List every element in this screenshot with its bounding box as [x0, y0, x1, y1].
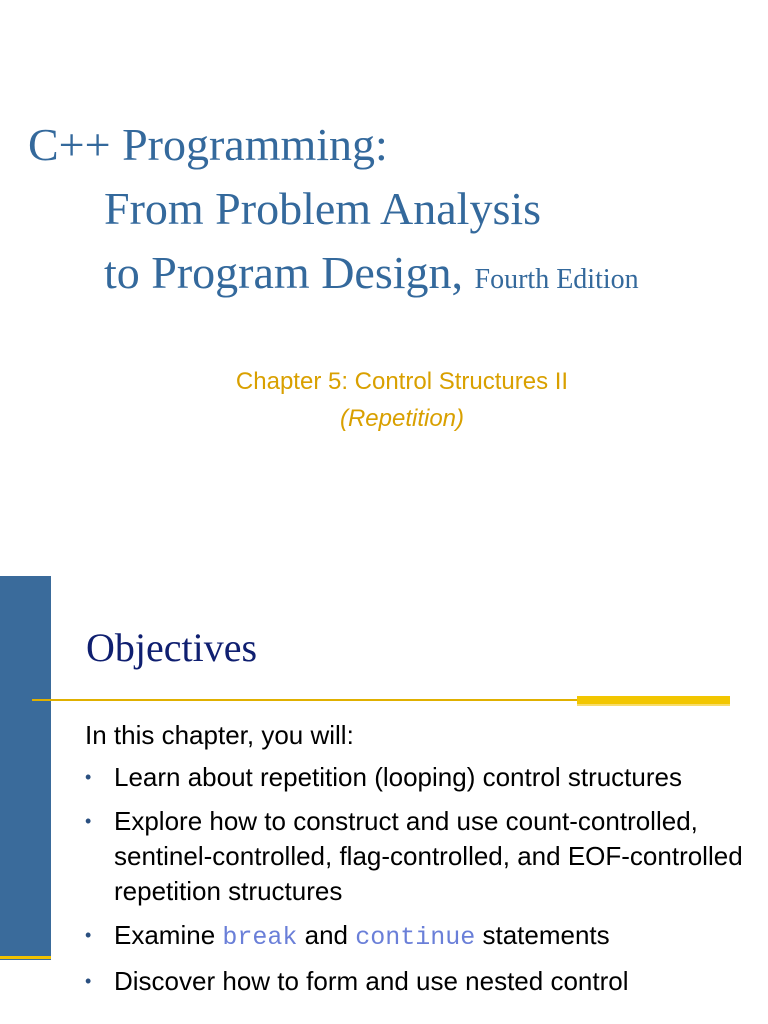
list-item: [85, 964, 745, 999]
title-line-1: C++ Programming:: [28, 119, 388, 170]
bullet-text-post: statements: [475, 920, 610, 950]
title-line-2: From Problem Analysis: [104, 183, 542, 234]
side-accent-tick: [0, 956, 51, 959]
list-item: [85, 804, 745, 909]
bullet-icon: •: [85, 925, 92, 945]
list-item: [85, 760, 745, 795]
heading-rule-accent-shade: [577, 704, 730, 706]
objectives-list: [85, 760, 745, 1008]
chapter-title: Chapter 5: Control Structures II: [235, 368, 569, 395]
bullet-icon: •: [85, 811, 92, 831]
bullet-text-mid: and: [297, 920, 356, 950]
objectives-slide: [0, 576, 768, 1024]
list-item: [85, 918, 745, 955]
side-accent-bar: [0, 576, 51, 960]
bullet-icon: •: [85, 767, 92, 787]
objectives-heading: Objectives: [86, 625, 258, 670]
heading-rule-accent: [577, 696, 730, 704]
bullet-text: Learn about repetition (looping) control structures: [114, 762, 682, 792]
bullet-text: Explore how to construct and use count-controlled, sentinel-controlled, flag-controlled, and EOF-controlled repetition structures: [114, 806, 743, 906]
code-break: break: [222, 923, 298, 952]
code-continue: continue: [355, 923, 476, 952]
edition-label: Fourth Edition: [474, 264, 639, 295]
title-line-3-text: to Program Design,: [104, 247, 464, 298]
bullet-text-pre: Examine: [114, 920, 223, 950]
chapter-subtitle: (Repetition): [339, 405, 465, 432]
bullet-text: Discover how to form and use nested control: [114, 966, 629, 996]
bullet-icon: •: [85, 971, 92, 991]
objectives-intro: In this chapter, you will:: [85, 720, 354, 750]
title-line-3: [104, 247, 639, 298]
